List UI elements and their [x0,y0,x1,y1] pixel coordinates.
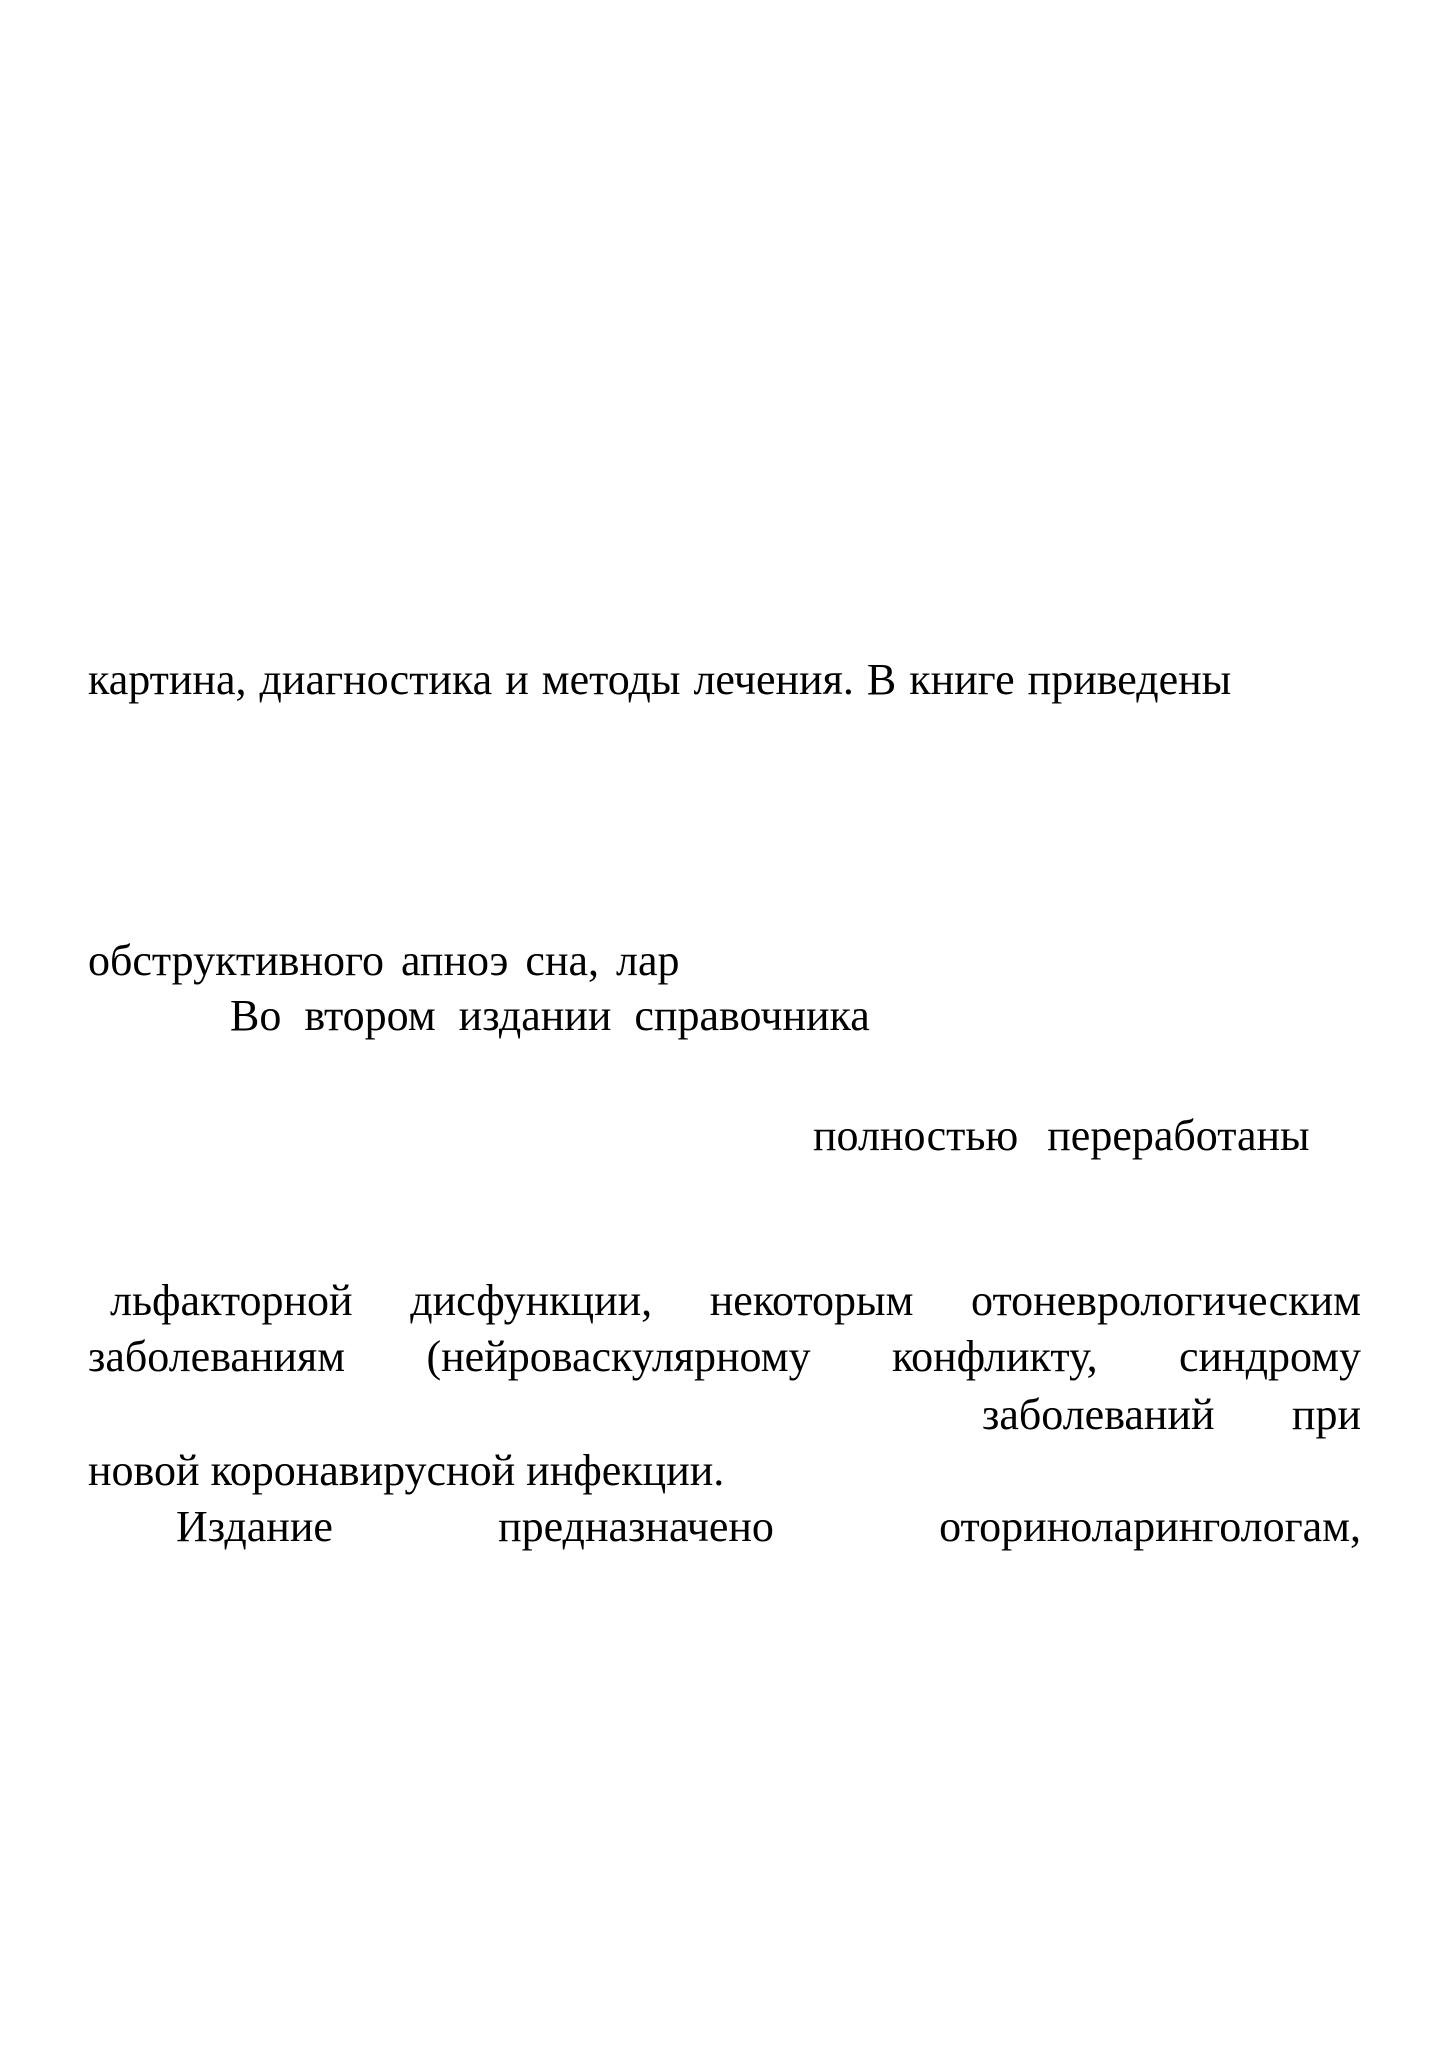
word: льфакторной [110,1276,353,1325]
word: заболеваниям [88,1332,346,1381]
word: оториноларингологам, [939,1502,1361,1551]
text-line-diseases-at [982,1389,1361,1441]
word: Издание [176,1502,333,1551]
word: при [1291,1390,1361,1439]
text-line-apnea: обструктивного апноэ сна, лар [88,936,680,985]
word: отоневрологическим [971,1276,1361,1325]
text-line-revised: полностью переработаны [813,1111,1310,1160]
word: дисфункции, [410,1276,653,1325]
text-line-olfactory [110,1275,1361,1327]
text-line-diseases [88,1331,1361,1383]
word: синдрому [1178,1332,1361,1381]
text-line-second-edition: Во втором издании справочника [230,991,870,1040]
text-line-intended [176,1501,1361,1553]
word: конфликту, [891,1332,1098,1381]
word: (нейроваскулярному [426,1332,811,1381]
text-line-diagnostics: картина, диагностика и методы лечения. В книге приведены [88,655,1232,704]
word: заболеваний [982,1390,1215,1439]
word: предназначено [498,1502,774,1551]
word: некоторым [709,1276,914,1325]
text-line-coronavirus: новой коронавирусной инфекции. [88,1446,725,1495]
